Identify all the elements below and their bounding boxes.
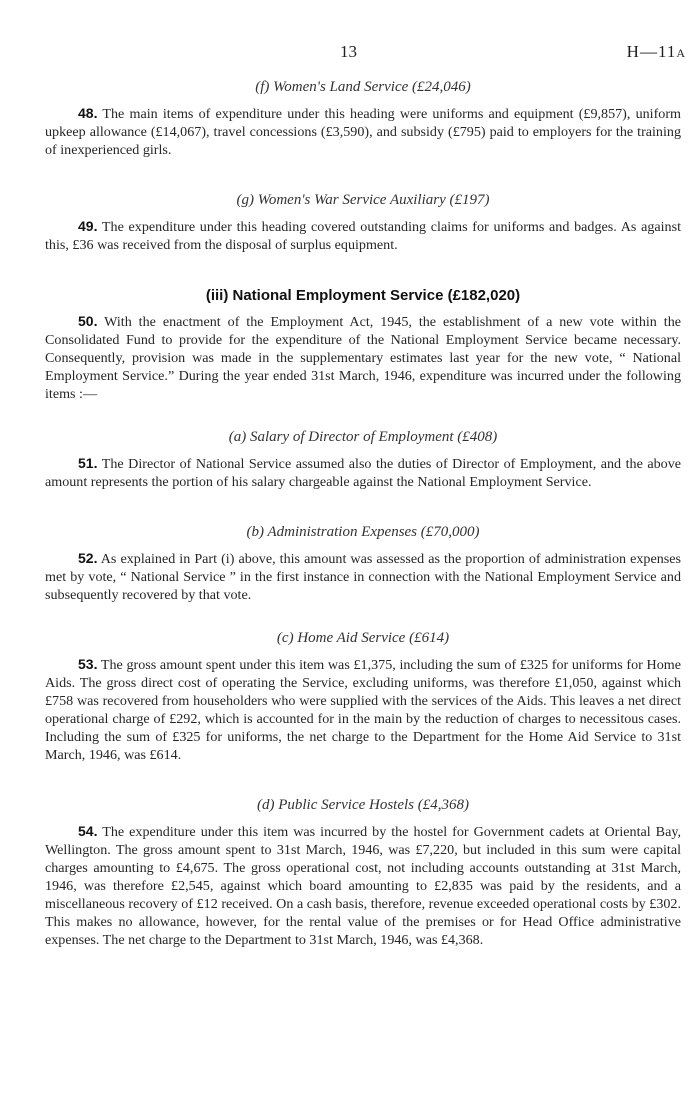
section-heading-womens-land-service: (f) Women's Land Service (£24,046) <box>255 79 471 95</box>
paragraph-53 <box>45 655 681 764</box>
paragraph-text: The gross amount spent under this item was £1,375, including the sum of £325 for uniforms for Home Aids. The gross direct cost of operating the Service, excluding uniforms, was therefore £1,050, against which £758 was recovered from householders who were supplied with the services of the Aids. This leaves a net direct operational charge of £292, which is accounted for in the main by the reduction of charges to necessitous cases. Including the sum of £325 for uniforms, the net charge to the Department for the Home Aid Service to 31st March, 1946, was £614. <box>45 657 681 763</box>
paragraph-number: 51. <box>78 455 98 471</box>
paragraph-number: 52. <box>78 550 98 566</box>
section-heading-public-service-hostels: (d) Public Service Hostels (£4,368) <box>256 797 470 813</box>
document-code <box>627 42 686 62</box>
paragraph-number: 50. <box>78 313 98 329</box>
section-heading-administration-expenses: (b) Administration Expenses (£70,000) <box>246 524 480 540</box>
paragraph-text: As explained in Part (i) above, this amount was assessed as the proportion of administration expenses met by vote, “ National Service ” in the first instance in connection with the National Employment Service and subsequently recovered by that vote. <box>45 551 681 603</box>
section-heading-home-aid-service: (c) Home Aid Service (£614) <box>276 630 450 646</box>
paragraph-50 <box>45 312 681 403</box>
paragraph-number: 49. <box>78 218 98 234</box>
section-heading-womens-war-service: (g) Women's War Service Auxiliary (£197) <box>236 192 490 208</box>
paragraph-text: The expenditure under this item was incurred by the hostel for Government cadets at Oriental Bay, Wellington. The gross amount spent to 31st March, 1946, was £7,220, but included in this sum were capital charges amounting to £4,675. The gross operational cost, not including accounts outstanding at 31st March, 1946, was therefore £2,545, against which board amounting to £2,835 was paid by the residents, and a miscellaneous recovery of £12 received. On a cash basis, therefore, revenue exceeded operational costs by £302. This makes no allowance, however, for the rental value of the premises or for Head Office administrative expenses. The net charge to the Department to 31st March, 1946, was £4,368. <box>45 824 681 948</box>
section-heading-national-employment: (iii) National Employment Service (£182,020) <box>205 287 521 304</box>
paragraph-text: The expenditure under this heading covered outstanding claims for uniforms and badges. As against this, £36 was received from the disposal of surplus equipment. <box>45 219 681 253</box>
document-code-main: H—11 <box>626 42 677 61</box>
paragraph-49 <box>45 217 681 254</box>
page-body <box>45 79 681 949</box>
paragraph-54 <box>45 822 681 949</box>
page-number: 13 <box>340 42 357 61</box>
paragraph-number: 54. <box>78 823 98 839</box>
document-code-suffix: A <box>676 46 686 60</box>
section-heading-salary-director: (a) Salary of Director of Employment (£408) <box>228 429 498 445</box>
paragraph-text: With the enactment of the Employment Act, 1945, the establishment of a new vote within the Consolidated Fund to provide for the expenditure of the National Employment Service became necessary. Consequently, provision was made in the supplementary estimates last year for the new vote, “ National Employment Service.” During the year ended 31st March, 1946, expenditure was incurred under the following items :— <box>45 314 681 402</box>
paragraph-text: The Director of National Service assumed also the duties of Director of Employment, and the above amount represents the portion of his salary chargeable against the National Employment Service. <box>45 456 681 490</box>
paragraph-52 <box>45 549 681 604</box>
paragraph-48 <box>45 104 681 159</box>
paragraph-number: 53. <box>78 656 98 672</box>
paragraph-number: 48. <box>78 105 98 121</box>
paragraph-51 <box>45 454 681 491</box>
paragraph-text: The main items of expenditure under this heading were uniforms and equipment (£9,857), uniform upkeep allowance (£14,067), travel concessions (£3,590), and subsidy (£795) paid to employers for the training of inexperienced girls. <box>45 106 681 158</box>
